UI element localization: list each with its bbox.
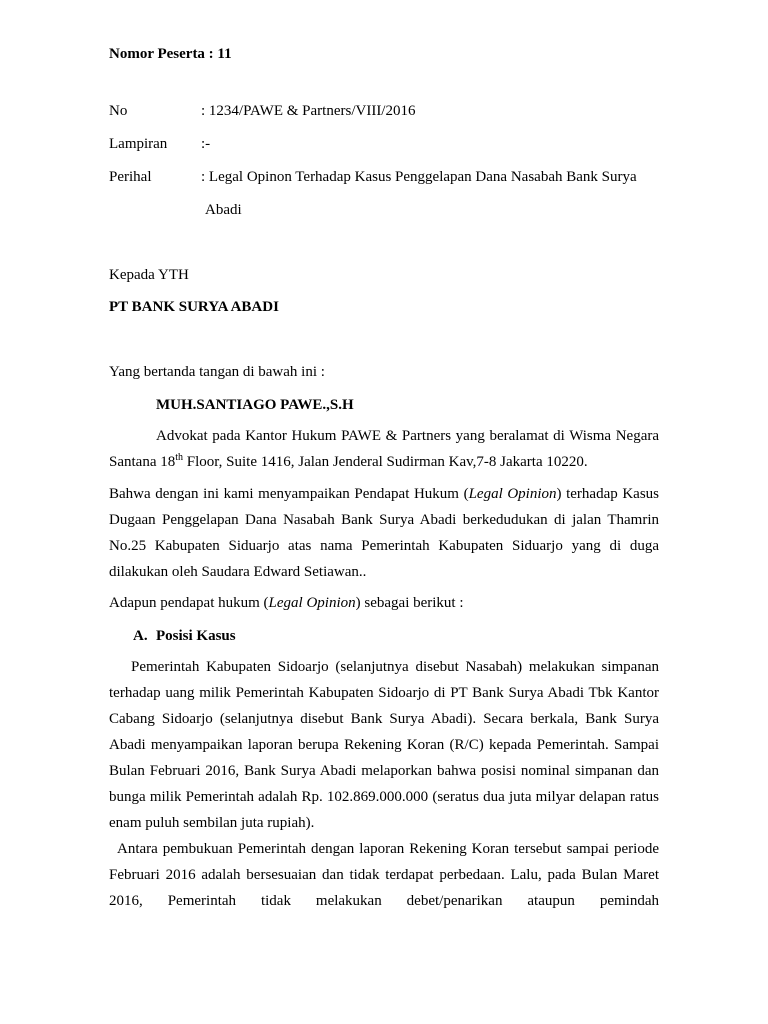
section-a-paragraph-1: Pemerintah Kabupaten Sidoarjo (selanjutnya disebut Nasabah) melakukan simpanan terhadap uang milik Pemerintah Kabupaten Sidoarjo di PT Bank Surya Abadi Tbk Kantor Cabang Sidoarjo (selanjutnya disebut Bank Surya Abadi). Secara berkala, Bank Surya Abadi menyampaikan laporan berupa Rekening Koran (R/C) kepada Pemerintah. Sampai Bulan Februari 2016, Bank Surya Abadi melaporkan bahwa posisi nominal simpanan dan bunga milik Pemerintah adalah Rp. 102.869.000.000 (seratus dua juta milyar delapan ratus enam puluh sembilan juta rupiah).	[109, 659, 659, 831]
lampiran-label: Lampiran	[109, 136, 168, 152]
advocate-text-after: Floor, Suite 1416, Jalan Jenderal Sudirman Kav,7-8 Jakarta 10220.	[183, 454, 588, 470]
statement-italic-term: Legal Opinion	[468, 486, 557, 502]
signer-intro: Yang bertanda tangan di bawah ini :	[109, 364, 325, 380]
statement-text-before: Bahwa dengan ini kami menyampaikan Pendapat Hukum (	[109, 486, 469, 502]
recipient-name: PT BANK SURYA ABADI	[109, 299, 279, 315]
opinion-intro-before: Adapun pendapat hukum (	[109, 595, 269, 611]
advocate-paragraph	[109, 423, 659, 475]
statement-paragraph	[109, 481, 659, 585]
section-a-paragraph-2: Antara pembukuan Pemerintah dengan laporan Rekening Koran tersebut sampai periode Februari 2016 adalah bersesuaian dan tidak terdapat perbedaan. Lalu, pada Bulan Maret 2016, Pemerintah tidak melakukan debet/penarikan ataupun pemindah	[109, 841, 659, 909]
lampiran-value: :-	[201, 136, 211, 152]
perihal-value-line1: : Legal Opinon Terhadap Kasus Penggelapan Dana Nasabah Bank Surya	[201, 169, 637, 185]
advocate-text-before: Advokat pada Kantor Hukum PAWE & Partners yang beralamat di Wisma Negara Santana 18	[109, 428, 659, 470]
opinion-intro	[109, 593, 464, 613]
participant-number: Nomor Peserta : 11	[109, 46, 232, 62]
signer-name: MUH.SANTIAGO PAWE.,S.H	[156, 397, 354, 413]
perihal-value-line2: Abadi	[205, 202, 242, 218]
section-a-title: Posisi Kasus	[156, 628, 236, 644]
section-a-marker: A.	[133, 628, 148, 644]
no-label: No	[109, 103, 128, 119]
advocate-superscript: th	[175, 452, 184, 463]
no-value: : 1234/PAWE & Partners/VIII/2016	[201, 103, 416, 119]
opinion-intro-italic-term: Legal Opinion	[268, 595, 356, 611]
perihal-label: Perihal	[109, 169, 152, 185]
opinion-intro-after: ) sebagai berikut :	[355, 595, 464, 611]
recipient-salutation: Kepada YTH	[109, 267, 189, 283]
statement-text-after: ) terhadap Kasus Dugaan Penggelapan Dana Nasabah Bank Surya Abadi berkedudukan di jalan Thamrin No.25 Kabupaten Siduarjo atas nama Pemerintah Kabupaten Siduarjo yang di duga dilakukan oleh Saudara Edward Setiawan..	[109, 486, 659, 580]
